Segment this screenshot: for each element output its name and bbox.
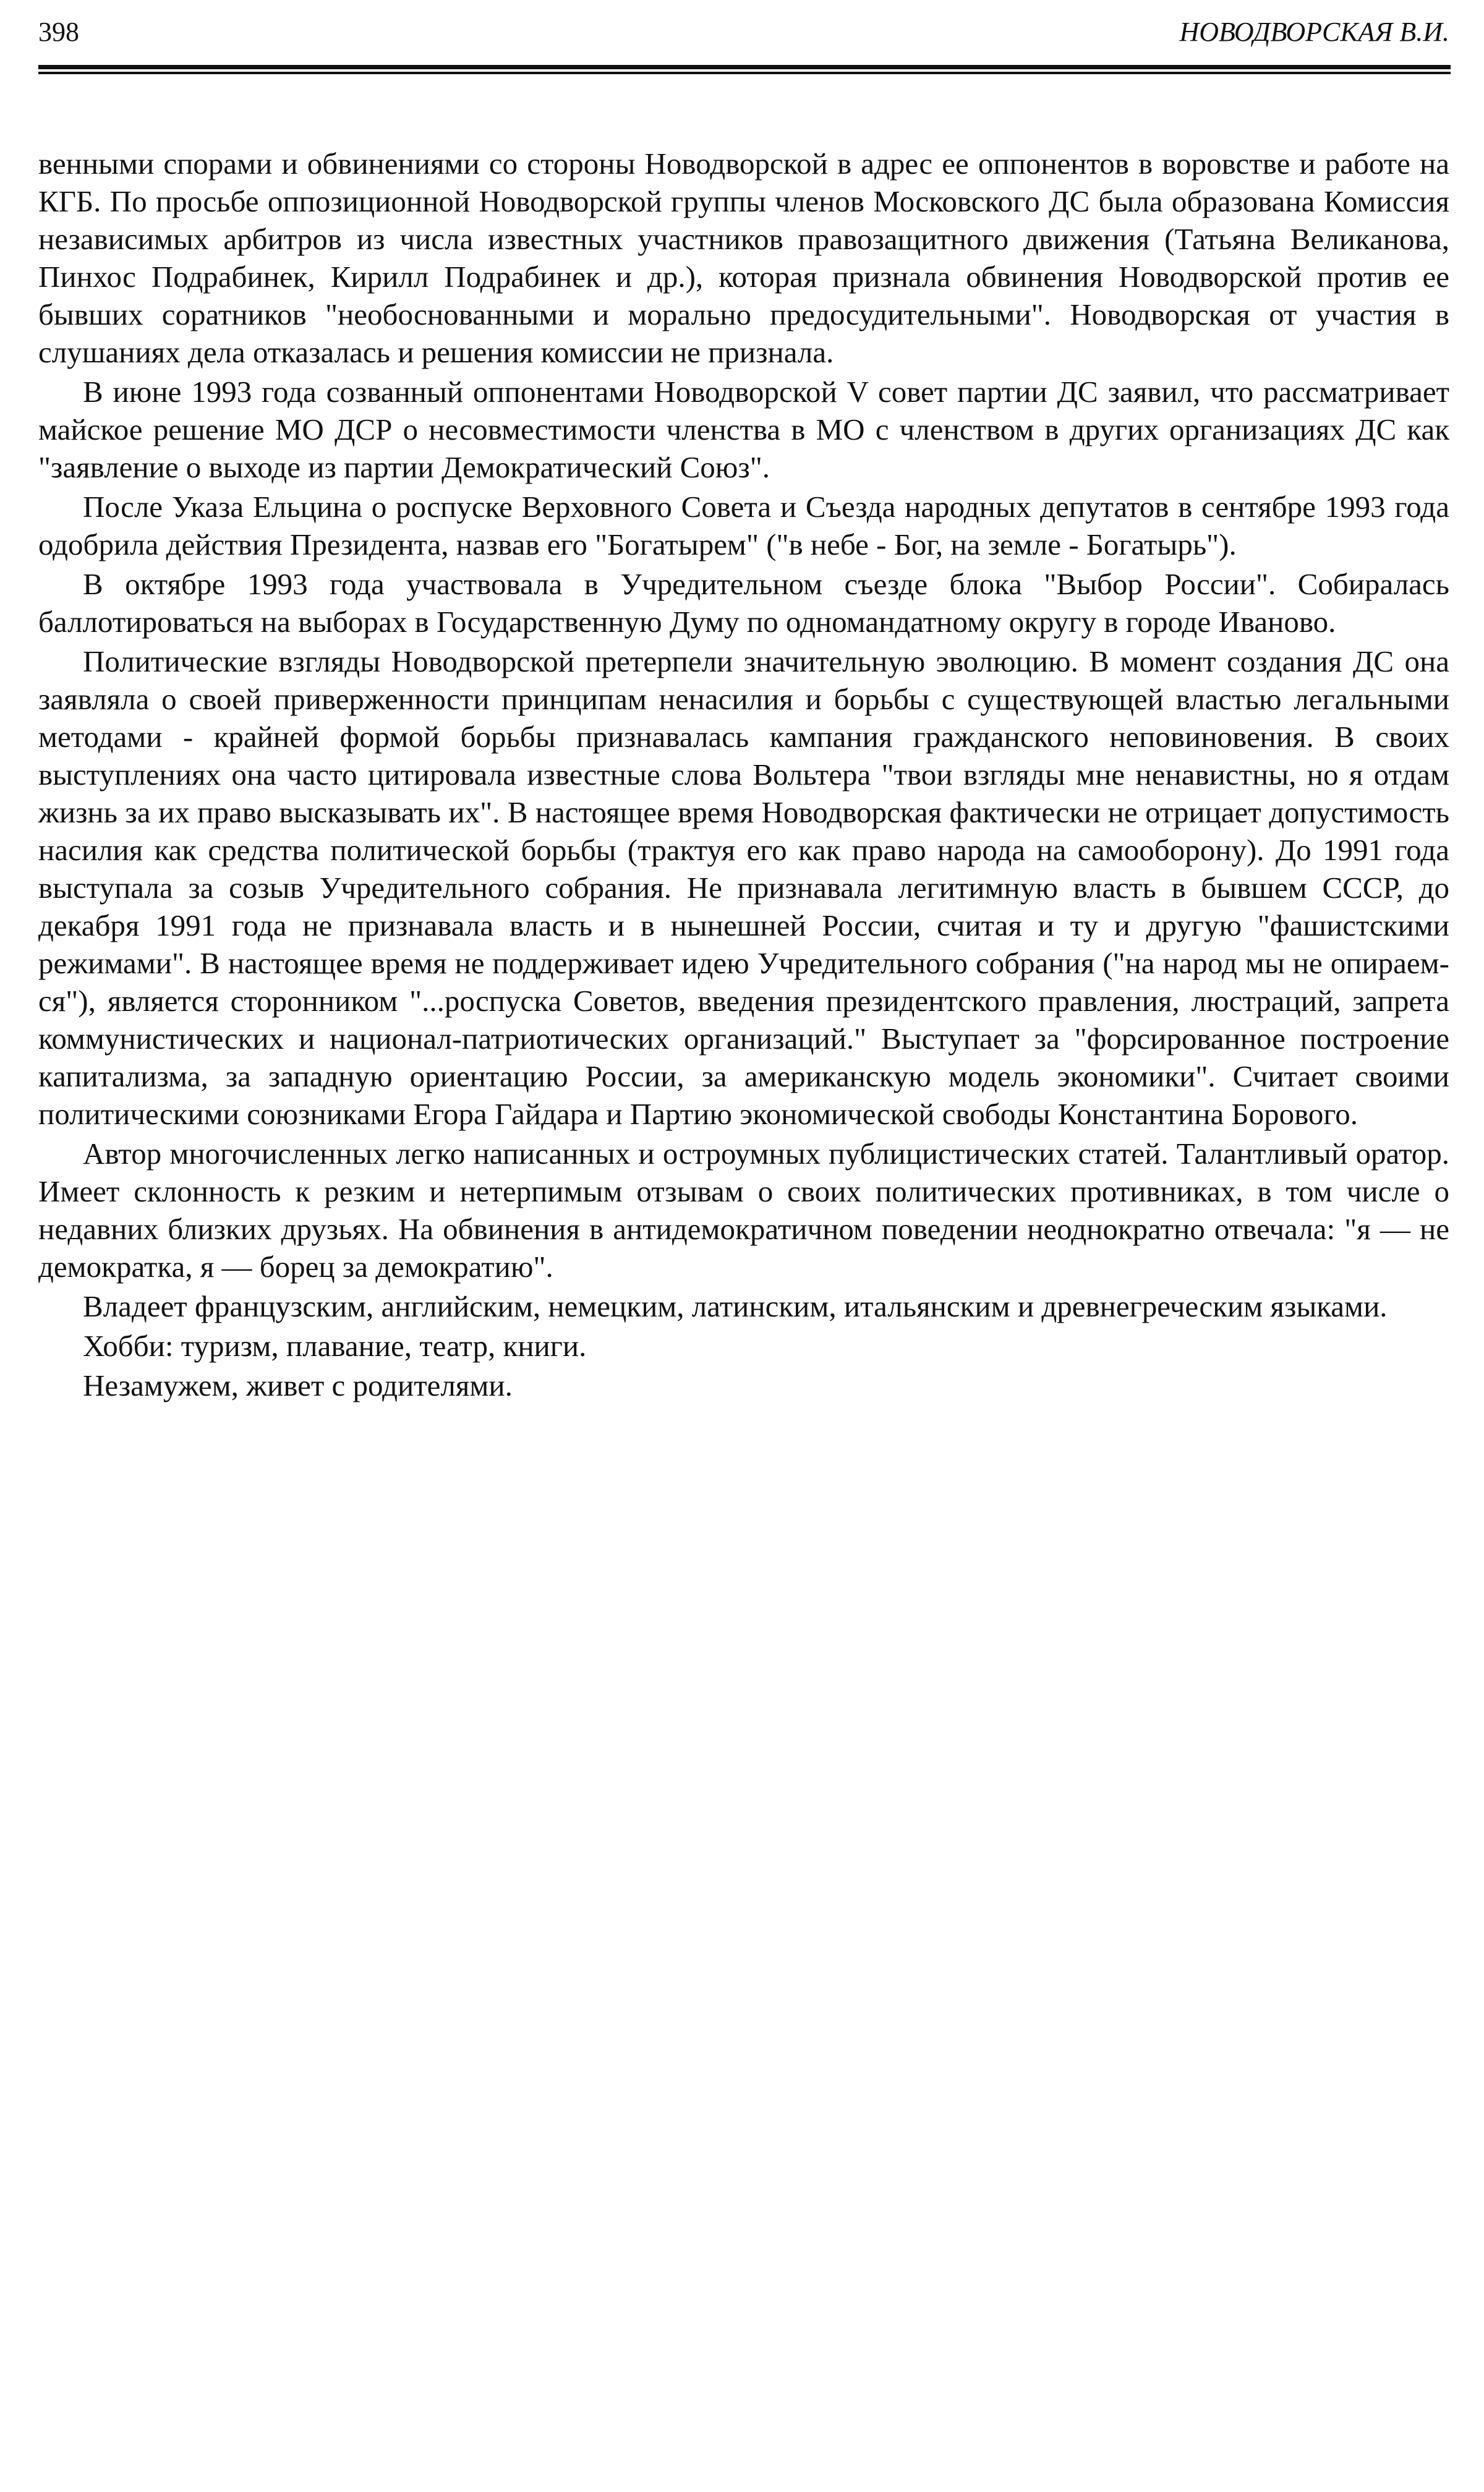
body-text [38, 145, 1449, 1406]
paragraph: После Указа Ельцина о роспуске Верховного Совета и Съезда народных депутатов в сентябре 1993 года одобрила действия Президента, назвав его "Богатырем" ("в небе - Бог, на земле - Богатырь"). [38, 490, 1449, 561]
paragraph: Автор многочисленных легко написанных и остроумных публицистических статей. Талантливый оратор. Имеет склонность к резким и нетерпимым отзывам о своих политических противниках, в том числе о недавних близких друзьях. На обвинения в антидемократичном поведении неоднократно отвечала: "я — не демократка, я — борец за демократию". [38, 1137, 1449, 1284]
running-title: НОВОДВОРСКАЯ В.И. [1179, 17, 1449, 47]
header-rule-thin [38, 72, 1451, 74]
paragraph: В октябре 1993 года участвовала в Учредительном съезде блока "Выбор России". Собиралась баллотироваться на выборах в Государственную Думу по одномандатному округу в городе Иваново. [38, 567, 1449, 639]
paragraph: Владеет французским, английским, немецким, латинским, итальянским и древнегреческим языками. [83, 1289, 1388, 1323]
paragraph: В июне 1993 года созванный оппонентами Новодворской V совет партии ДС заявил, что рассматривает майское решение МО ДСР о несовместимости членства в МО с членством в других организациях ДС как "заявление о выходе из партии Демократический Союз". [38, 375, 1449, 484]
header-rule-thick [38, 65, 1451, 69]
paragraph: Незамужем, живет с родителями. [83, 1368, 513, 1402]
page-header [38, 14, 1449, 51]
page-number: 398 [38, 17, 79, 47]
paragraph: Политические взгляды Новодворской претерпели значительную эволюцию. В момент создания ДС она заявляла о своей приверженности принципам ненасилия и борьбы с существующей властью легальными методами - крайней формой борьбы признавалась кампания гражданского неповиновения. В своих выступлениях она часто цитировала известные слова Вольтера "твои взгляды мне ненавистны, но я отдам жизнь за их право высказывать их". В настоящее время Новодворская фактически не отрицает допустимость насилия как средства политической борьбы (трактуя его как право народа на самооборону). До 1991 года выступала за созыв Учредительного собрания. Не признавала легитимную власть в бывшем СССР, до декабря 1991 года не признавала власть и в нынешней России, считая и ту и другую "фашистскими режимами". В настоящее время не поддерживает идею Учредительного собрания ("на народ мы не опираемся"), является сторонником "...роспуска Советов, введения президентского правления, люстраций, запрета коммунистических и национал-патриотических организаций." Выступает за "форсированное построение капитализма, за западную ориентацию России, за американскую модель экономики". Считает своими политическими союзниками Егора Гайдара и Партию экономической свободы Константина Борового. [38, 644, 1449, 1131]
paragraph-continued: венными спорами и обвинениями со стороны Новодворской в адрес ее оппонентов в воровстве и работе на КГБ. По просьбе оппозиционной Новодворской группы членов Московского ДС была образована Комиссия независимых арбитров из числа известных участников правозащитного движения (Татьяна Великанова, Пинхос Подрабинек, Кирилл Подрабинек и др.), которая признала обвинения Новодворской против ее бывших соратников "необоснованными и морально предосудительными". Новодворская от участия в слушаниях дела отказалась и решения комиссии не признала. [38, 147, 1449, 369]
paragraph: Хобби: туризм, плавание, театр, книги. [83, 1329, 587, 1363]
